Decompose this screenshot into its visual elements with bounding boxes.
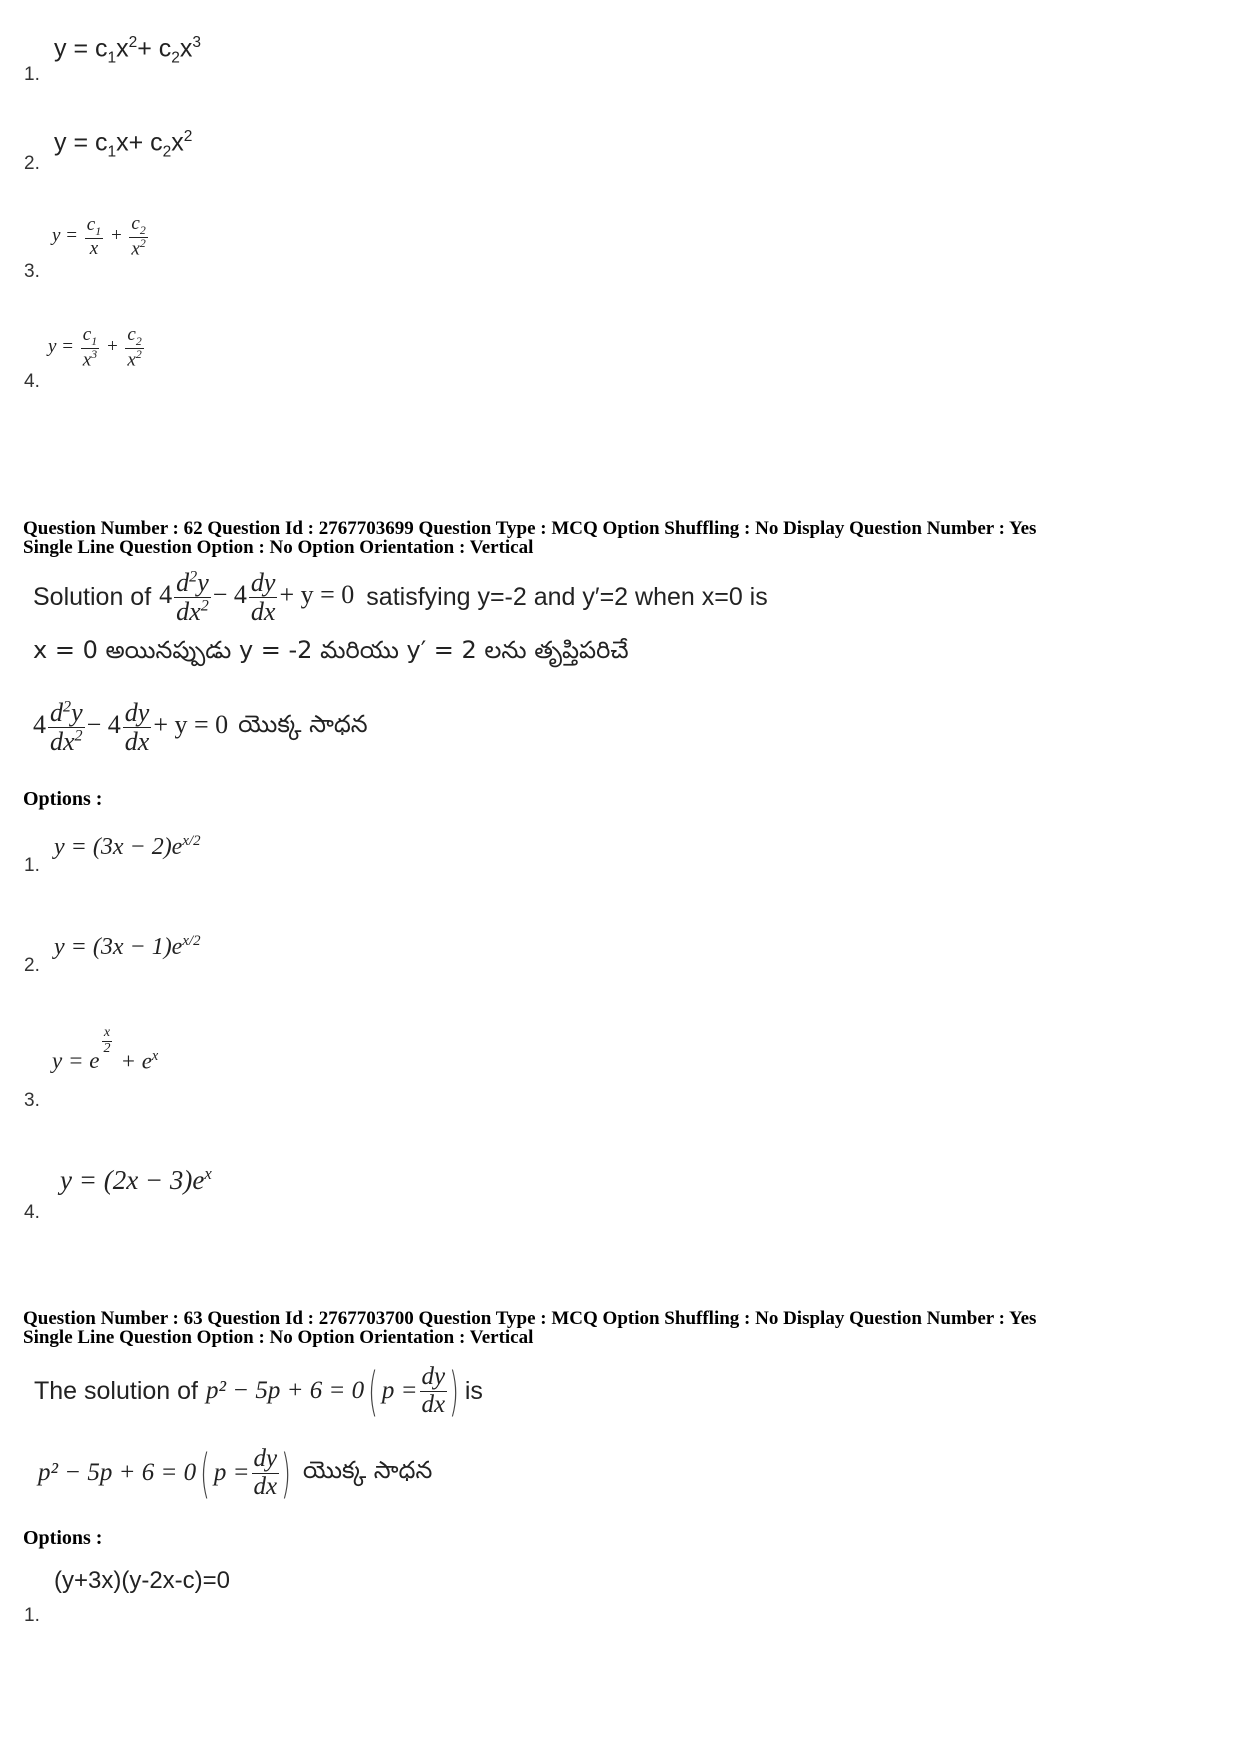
option-formula: $y = (3x - 2)e^{x/2}$ bbox=[54, 833, 201, 860]
q62-option-3 bbox=[22, 1020, 422, 1115]
option-formula: $y = (3x - 1)e^{x/2}$ bbox=[54, 933, 201, 960]
q62-option-2 bbox=[22, 925, 422, 985]
question-text: satisfying y=-2 and y′=2 when x=0 is bbox=[366, 582, 768, 611]
option-number: 3. bbox=[24, 261, 40, 282]
q63-options-label: Options : bbox=[23, 1527, 103, 1549]
option-number: 1. bbox=[24, 855, 40, 876]
q63-question-telugu bbox=[38, 1434, 432, 1512]
q62-option-4 bbox=[22, 1160, 422, 1230]
option-formula: $y = c_1x^2+ c_2x^3$ bbox=[54, 34, 202, 67]
q62-meta-line2: Single Line Question Option : No Option Orientation : Vertical bbox=[23, 537, 534, 558]
question-text: Solution of bbox=[33, 582, 152, 611]
prev-option-3 bbox=[22, 214, 422, 284]
prev-option-2 bbox=[22, 126, 422, 186]
q62-question-telugu-eq bbox=[33, 690, 368, 764]
ode-equation: 4 $\frac{d^2y}{dx^2}$ − 4 $\frac{dy}{dx}$ + y = 0 bbox=[33, 698, 229, 756]
prev-option-1 bbox=[22, 30, 422, 90]
ode-equation: p² − 5p + 6 = 0 ( p = $\frac{dy}{dx}$ ) bbox=[206, 1360, 459, 1422]
question-text: is bbox=[464, 1376, 483, 1405]
option-number: 4. bbox=[24, 371, 40, 392]
option-formula: (y+3x)(y-2x-c)=0 bbox=[54, 1567, 231, 1594]
option-number: 1. bbox=[24, 1605, 40, 1626]
option-number: 3. bbox=[24, 1090, 40, 1111]
q63-question-english bbox=[34, 1352, 483, 1430]
ode-equation: 4 $\frac{d^2y}{dx^2}$ − 4 $\frac{dy}{dx}$ + y = 0 bbox=[159, 568, 355, 626]
option-number: 2. bbox=[24, 153, 40, 174]
option-formula: y = $\frac{c_1}{x}$ + $\frac{c_2}{x^2}$ bbox=[52, 213, 146, 260]
q63-meta-line2: Single Line Question Option : No Option Orientation : Vertical bbox=[23, 1327, 534, 1348]
option-number: 4. bbox=[24, 1202, 40, 1223]
question-text: యొక్క సాధన bbox=[302, 1456, 433, 1484]
option-formula: y = e $\frac{x}{2}$ + $e^x$ bbox=[52, 1025, 159, 1074]
ode-equation: p² − 5p + 6 = 0 ( p = $\frac{dy}{dx}$ ) bbox=[38, 1442, 291, 1504]
option-formula: $y = c_1x+ c_2x^2$ bbox=[54, 128, 193, 161]
prev-option-4 bbox=[22, 325, 422, 395]
option-formula: y = $\frac{c_1}{x^3}$ + $\frac{c_2}{x^2}$ bbox=[48, 324, 142, 371]
q62-options-label: Options : bbox=[23, 788, 103, 810]
option-number: 2. bbox=[24, 955, 40, 976]
option-formula: $y = (2x - 3)e^x$ bbox=[60, 1164, 212, 1195]
q63-meta-line1: Question Number : 63 Question Id : 2767703700 Question Type : MCQ Option Shuffling : No Display Question Number : Yes bbox=[23, 1308, 1037, 1329]
q62-option-1 bbox=[22, 825, 422, 885]
q62-meta-line1: Question Number : 62 Question Id : 2767703699 Question Type : MCQ Option Shuffling : No Display Question Number : Yes bbox=[23, 518, 1037, 539]
question-text: The solution of bbox=[34, 1376, 198, 1405]
option-number: 1. bbox=[24, 64, 40, 85]
q62-question-english bbox=[33, 560, 768, 634]
q63-option-1 bbox=[22, 1565, 522, 1635]
q62-question-telugu-line: x = 0 అయినప్పుడు y = -2 మరియు y′ = 2 లను తృప్తిపరిచే bbox=[33, 636, 629, 664]
question-text: యొక్క సాధన bbox=[238, 710, 368, 738]
